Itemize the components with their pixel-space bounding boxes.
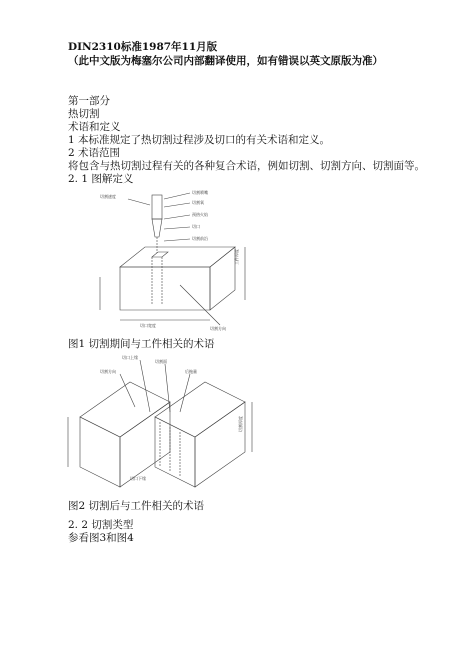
figure-2-diagram (60, 352, 260, 492)
paragraph-1: 1 本标准规定了热切割过程涉及切口的有关术语和定义。 (68, 134, 331, 146)
terms-heading: 术语和定义 (68, 121, 121, 133)
workpiece-side (210, 247, 235, 310)
svg-text:切口下缘: 切口下缘 (130, 476, 146, 481)
svg-text:切割方向: 切割方向 (100, 369, 116, 374)
section-2-2-heading: 2. 2 切割类型 (68, 519, 134, 531)
figure-1-diagram (60, 185, 260, 335)
svg-text:切口: 切口 (192, 224, 200, 229)
figure-2-caption: 图2 切割后与工件相关的术语 (68, 500, 205, 512)
part-left-front (80, 417, 120, 487)
document-title: DIN2310标准1987年11月版 (68, 41, 218, 53)
svg-text:切割氧: 切割氧 (192, 200, 204, 205)
paragraph-4: 2. 1 图解定义 (68, 173, 134, 185)
translation-note: （此中文版为梅塞尔公司内部翻译使用，如有错误以英文原版为准） (68, 55, 383, 67)
kerf-face-right (155, 417, 195, 487)
svg-text:预热火焰: 预热火焰 (192, 212, 208, 217)
svg-text:切割前沿: 切割前沿 (192, 236, 208, 241)
svg-text:切割方向: 切割方向 (210, 326, 226, 331)
workpiece-front (120, 267, 210, 310)
torch-body (152, 195, 162, 219)
figure-1-caption: 图1 切割期间与工件相关的术语 (68, 338, 215, 350)
svg-text:后拖量: 后拖量 (185, 369, 197, 374)
svg-text:切口宽度: 切口宽度 (140, 323, 156, 328)
svg-text:切割速度: 切割速度 (100, 194, 116, 199)
svg-text:切割面: 切割面 (155, 359, 167, 364)
part-heading: 第一部分 (68, 95, 110, 107)
kerf-face-left (120, 402, 170, 487)
torch-nozzle (152, 219, 162, 237)
svg-text:切割喷嘴: 切割喷嘴 (192, 190, 208, 195)
paragraph-2: 2 术语范围 (68, 147, 121, 159)
figure-reference: 参看图3和图4 (68, 532, 134, 544)
svg-text:切割厚度: 切割厚度 (238, 416, 243, 432)
topic-heading: 热切割 (68, 108, 100, 120)
part-right-side (195, 402, 245, 487)
workpiece-top (120, 247, 235, 267)
svg-text:工件厚度: 工件厚度 (234, 249, 239, 265)
svg-text:切口上缘: 切口上缘 (122, 355, 138, 360)
paragraph-3: 将包含与热切割过程有关的各种复合术语，例如切割、切割方向、切割面等。 (68, 160, 425, 172)
part-left-top (80, 382, 170, 437)
part-right-top (155, 382, 245, 437)
